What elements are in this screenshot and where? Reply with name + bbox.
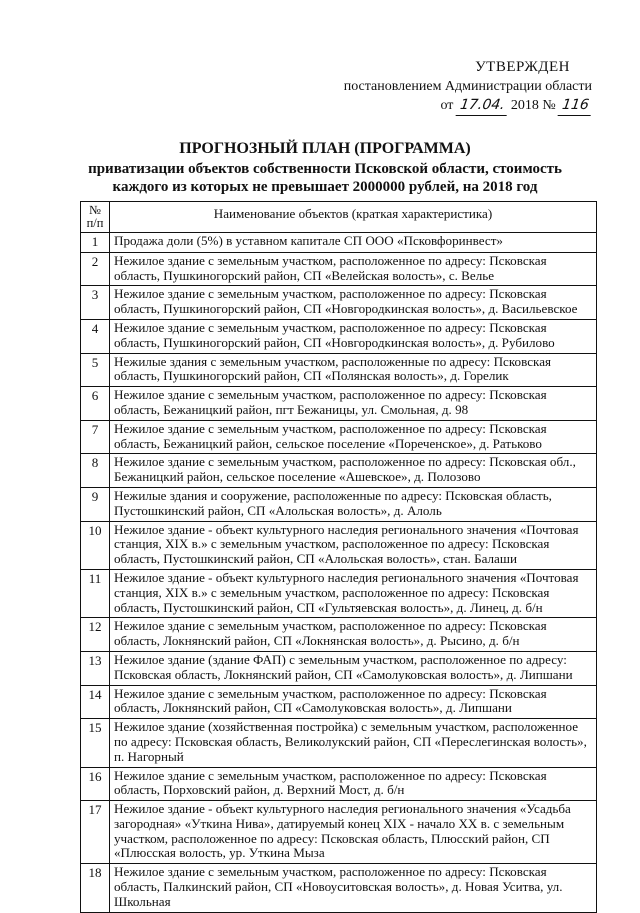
row-description: Нежилое здание с земельным участком, расположенное по адресу: Псковская область, Бежаницкий район, пгт Бежаницы, ул. Смольная, д. 98 bbox=[110, 387, 597, 421]
row-number: 7 bbox=[81, 420, 110, 454]
row-description: Нежилое здание с земельным участком, расположенное по адресу: Псковская область, Пушкиногорский район, СП «Новгородкинская волость», д. Рубилово bbox=[110, 319, 597, 353]
row-number: 2 bbox=[81, 252, 110, 286]
table-row bbox=[81, 801, 597, 864]
row-description: Продажа доли (5%) в уставном капитале СП ООО «Псковфоринвест» bbox=[110, 233, 597, 253]
row-description: Нежилое здание с земельным участком, расположенное по адресу: Псковская область, Пушкиногорский район, СП «Велейская волость», с. Велье bbox=[110, 252, 597, 286]
row-description: Нежилое здание с земельным участком, расположенное по адресу: Псковская область, Пушкиногорский район, СП «Новгородкинская волость», д. Васильевское bbox=[110, 286, 597, 320]
row-number: 16 bbox=[81, 767, 110, 801]
row-number: 1 bbox=[81, 233, 110, 253]
approval-year: 2018 № bbox=[510, 98, 556, 113]
row-description: Нежилое здание - объект культурного наследия регионального значения «Почтовая станция, XIX в.» с земельным участком, расположенное по адресу: Псковская область, Пустошкинский район, СП «Алольская волость», стан. Балаши bbox=[110, 521, 597, 569]
row-description: Нежилое здание (здание ФАП) с земельным участком, расположенное по адресу: Псковская область, Локнянский район, СП «Самолуковская волость», д. Липшани bbox=[110, 651, 597, 685]
row-number: 11 bbox=[81, 569, 110, 617]
table-row bbox=[81, 252, 597, 286]
row-number: 18 bbox=[81, 864, 110, 912]
row-description: Нежилое здание с земельным участком, расположенное по адресу: Псковская область, Бежаницкий район, сельское поселение «Пореченское», д. Ратьково bbox=[110, 420, 597, 454]
approval-prefix: от bbox=[440, 98, 454, 113]
table-header-row bbox=[81, 202, 597, 233]
row-description: Нежилое здание - объект культурного наследия регионального значения «Усадьба загородная» «Уткина Нива», датируемый конец XIX - начало XX в. с земельным участком, расположенное по адресу: Псковская область, Плюсский район, СП «Плюсская волость, ур. Уткина Мыза bbox=[110, 801, 597, 864]
row-number: 10 bbox=[81, 521, 110, 569]
row-number: 12 bbox=[81, 618, 110, 652]
table-row bbox=[81, 353, 597, 387]
row-description: Нежилое здание с земельным участком, расположенное по адресу: Псковская область, Палкинский район, СП «Новоуситовская волость», д. Новая Уситва, ул. Школьная bbox=[110, 864, 597, 912]
objects-table bbox=[80, 201, 597, 913]
table-row bbox=[81, 286, 597, 320]
row-number: 5 bbox=[81, 353, 110, 387]
row-description: Нежилые здания с земельным участком, расположенные по адресу: Псковская область, Пушкиногорский район, СП «Полянская волость», д. Горелик bbox=[110, 353, 597, 387]
row-number: 4 bbox=[81, 319, 110, 353]
row-description: Нежилое здание - объект культурного наследия регионального значения «Почтовая станция, XIX в.» с земельным участком, расположенное по адресу: Псковская область, Пустошкинский район, СП «Гультяевская волость», д. Линец, д. б/н bbox=[110, 569, 597, 617]
table-row bbox=[81, 651, 597, 685]
table-row bbox=[81, 685, 597, 719]
table-row bbox=[81, 454, 597, 488]
row-number: 15 bbox=[81, 719, 110, 767]
table-row bbox=[81, 521, 597, 569]
table-row bbox=[81, 233, 597, 253]
row-number: 6 bbox=[81, 387, 110, 421]
table-row bbox=[81, 319, 597, 353]
row-number: 13 bbox=[81, 651, 110, 685]
table-body bbox=[81, 233, 597, 913]
table-row bbox=[81, 420, 597, 454]
row-number: 9 bbox=[81, 487, 110, 521]
table-row bbox=[81, 387, 597, 421]
col-header-number: № п/п bbox=[81, 202, 110, 233]
approval-block bbox=[292, 58, 592, 116]
table-row bbox=[81, 487, 597, 521]
row-number: 14 bbox=[81, 685, 110, 719]
row-number: 3 bbox=[81, 286, 110, 320]
title-sub-1: приватизации объектов собственности Псковской области, стоимость bbox=[88, 161, 562, 177]
document-title bbox=[60, 140, 590, 196]
row-description: Нежилые здания и сооружение, расположенные по адресу: Псковская область, Пустошкинский район, СП «Алольская волость», д. Алоль bbox=[110, 487, 597, 521]
row-description: Нежилое здание с земельным участком, расположенное по адресу: Псковская область, Порховский район, д. Верхний Мост, д. б/н bbox=[110, 767, 597, 801]
approval-authority: постановлением Администрации области bbox=[343, 79, 592, 94]
table-row bbox=[81, 618, 597, 652]
title-main: ПРОГНОЗНЫЙ ПЛАН (ПРОГРАММА) bbox=[179, 140, 471, 157]
approval-heading: УТВЕРЖДЕН bbox=[475, 59, 570, 75]
table-row bbox=[81, 569, 597, 617]
row-number: 8 bbox=[81, 454, 110, 488]
table-row bbox=[81, 719, 597, 767]
row-number: 17 bbox=[81, 801, 110, 864]
title-sub-2: каждого из которых не превышает 2000000 рублей, на 2018 год bbox=[112, 179, 538, 195]
row-description: Нежилое здание (хозяйственная постройка) с земельным участком, расположенное по адресу: Псковская область, Великолукский район, СП «Переслегинская волость», п. Нагорный bbox=[110, 719, 597, 767]
approval-date-handwritten: 17.04. bbox=[455, 96, 508, 116]
row-description: Нежилое здание с земельным участком, расположенное по адресу: Псковская область, Локнянский район, СП «Локнянская волость», д. Рысино, д. б/н bbox=[110, 618, 597, 652]
approval-number-handwritten: 116 bbox=[558, 96, 594, 116]
col-header-name: Наименование объектов (краткая характеристика) bbox=[110, 202, 597, 233]
approval-date-line bbox=[292, 96, 592, 116]
row-description: Нежилое здание с земельным участком, расположенное по адресу: Псковская обл., Бежаницкий район, сельское поселение «Ашевское», д. Полозово bbox=[110, 454, 597, 488]
row-description: Нежилое здание с земельным участком, расположенное по адресу: Псковская область, Локнянский район, СП «Самолуковская волость», д. Липшани bbox=[110, 685, 597, 719]
table-row bbox=[81, 767, 597, 801]
